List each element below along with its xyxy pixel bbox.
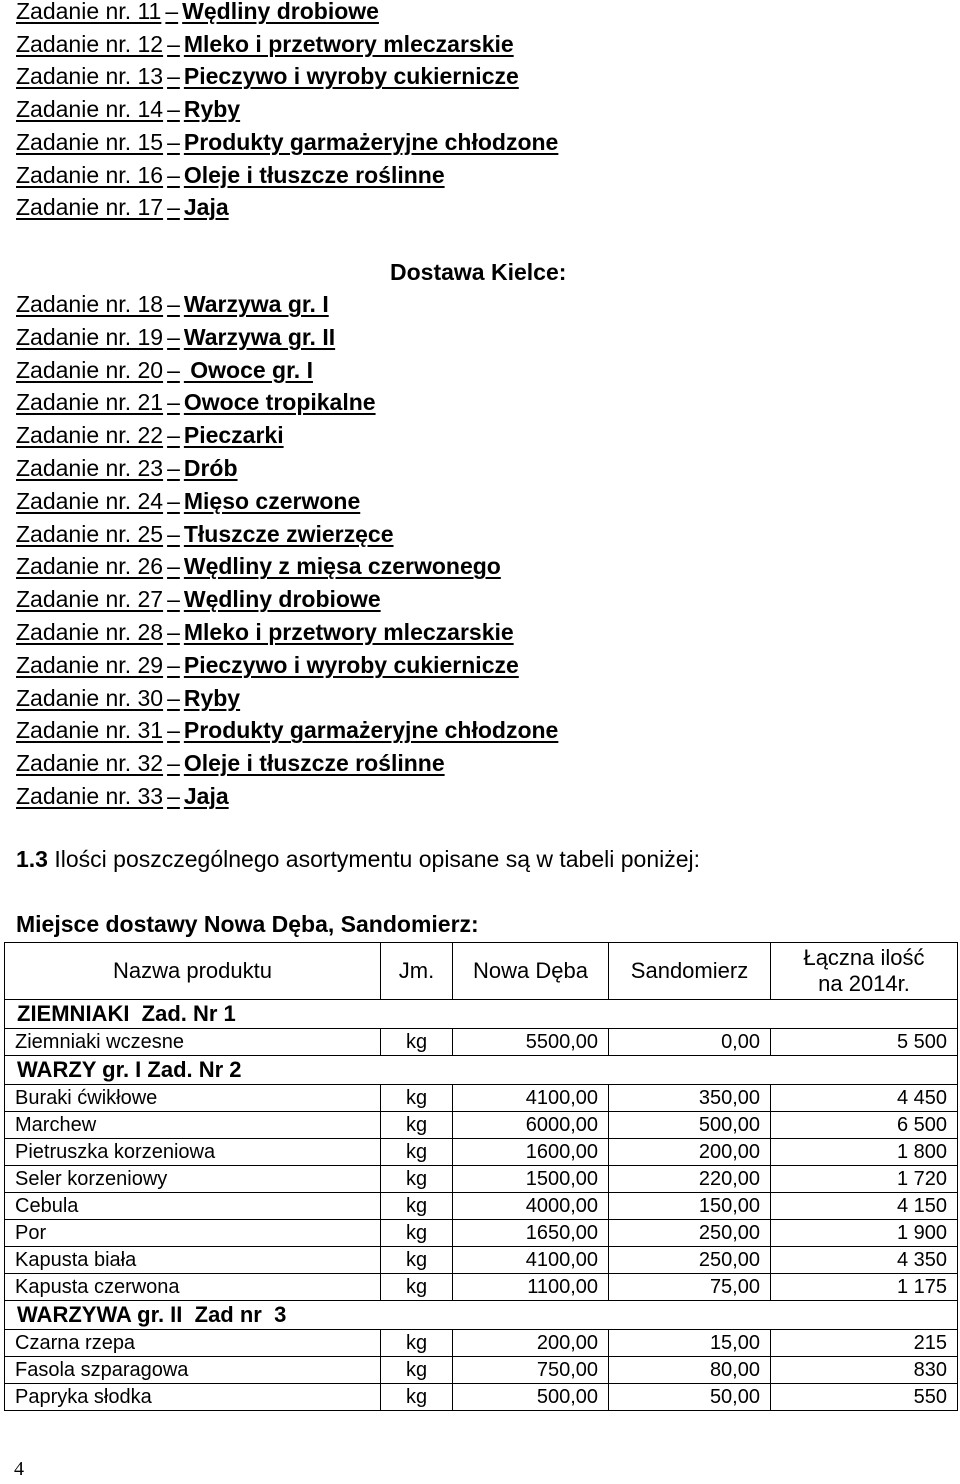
- task-dash: –: [167, 291, 180, 317]
- cell-total: 4 350: [771, 1247, 958, 1274]
- task-dash: –: [167, 553, 180, 580]
- task-category: Ryby: [183, 96, 241, 123]
- cell-unit: kg: [381, 1166, 453, 1193]
- task-number: Zadanie nr. 12: [16, 30, 164, 57]
- task-item: [16, 323, 335, 351]
- cell-nowa-deba: 1600,00: [453, 1139, 609, 1166]
- task-item: [16, 388, 376, 416]
- group-row: [5, 1000, 958, 1029]
- cell-product-name: Seler korzeniowy: [5, 1166, 381, 1193]
- task-number: Zadanie nr. 18: [16, 291, 164, 317]
- products-table: [4, 942, 958, 1411]
- page-number: 4: [14, 1458, 24, 1480]
- task-dash: –: [167, 520, 180, 547]
- header-total: [771, 943, 958, 1000]
- delivery-heading: Dostawa Kielce:: [390, 259, 567, 285]
- cell-sandomierz: 350,00: [609, 1085, 771, 1112]
- header-unit: Jm.: [381, 943, 453, 1000]
- cell-sandomierz: 80,00: [609, 1357, 771, 1384]
- section-number: 1.3: [16, 846, 48, 872]
- task-number: Zadanie nr. 23: [16, 455, 164, 481]
- cell-sandomierz: 250,00: [609, 1220, 771, 1247]
- task-number: Zadanie nr. 24: [16, 487, 164, 514]
- cell-total: 550: [771, 1384, 958, 1411]
- task-item: [16, 487, 360, 515]
- cell-sandomierz: 220,00: [609, 1166, 771, 1193]
- cell-total: 830: [771, 1357, 958, 1384]
- task-category: Pieczywo i wyroby cukiernicze: [183, 651, 519, 678]
- table-row: [5, 1220, 958, 1247]
- cell-nowa-deba: 4100,00: [453, 1247, 609, 1274]
- task-category: Pieczywo i wyroby cukiernicze: [183, 63, 519, 90]
- cell-nowa-deba: 500,00: [453, 1384, 609, 1411]
- table-row: [5, 1139, 958, 1166]
- task-number: Zadanie nr. 11: [16, 0, 162, 24]
- group-title: WARZYWA gr. II Zad nr 3: [5, 1301, 958, 1330]
- cell-sandomierz: 500,00: [609, 1112, 771, 1139]
- header-product: Nazwa produktu: [5, 943, 381, 1000]
- cell-sandomierz: 50,00: [609, 1384, 771, 1411]
- task-item: [16, 0, 379, 25]
- cell-total: 4 150: [771, 1193, 958, 1220]
- task-item: [16, 782, 229, 810]
- table-row: [5, 1085, 958, 1112]
- task-category: Ryby: [183, 684, 241, 711]
- table-header-row: [5, 943, 958, 1000]
- cell-nowa-deba: 4100,00: [453, 1085, 609, 1112]
- task-item: [16, 161, 445, 189]
- cell-sandomierz: 200,00: [609, 1139, 771, 1166]
- cell-total: 1 175: [771, 1274, 958, 1301]
- cell-total: 6 500: [771, 1112, 958, 1139]
- header-nowa-deba: Nowa Dęba: [453, 943, 609, 1000]
- cell-nowa-deba: 4000,00: [453, 1193, 609, 1220]
- cell-product-name: Kapusta biała: [5, 1247, 381, 1274]
- task-category: Jaja: [183, 783, 229, 809]
- task-category: Jaja: [183, 194, 229, 221]
- task-item: [16, 520, 394, 548]
- cell-sandomierz: 150,00: [609, 1193, 771, 1220]
- task-item: [16, 585, 381, 613]
- task-item: [16, 356, 313, 384]
- task-item: [16, 62, 519, 90]
- task-number: Zadanie nr. 31: [16, 717, 164, 744]
- cell-product-name: Pietruszka korzeniowa: [5, 1139, 381, 1166]
- section-text: Ilości poszczególnego asortymentu opisane są w tabeli poniżej:: [54, 846, 701, 872]
- cell-unit: kg: [381, 1384, 453, 1411]
- cell-product-name: Fasola szparagowa: [5, 1357, 381, 1384]
- task-number: Zadanie nr. 16: [16, 161, 164, 188]
- task-category: Owoce gr. I: [183, 356, 313, 383]
- table-row: [5, 1029, 958, 1056]
- task-category: Tłuszcze zwierzęce: [183, 520, 394, 547]
- task-item: [16, 716, 558, 744]
- cell-unit: kg: [381, 1274, 453, 1301]
- cell-nowa-deba: 1650,00: [453, 1220, 609, 1247]
- cell-unit: kg: [381, 1029, 453, 1056]
- cell-product-name: Marchew: [5, 1112, 381, 1139]
- task-number: Zadanie nr. 22: [16, 422, 164, 449]
- group-title: WARZY gr. I Zad. Nr 2: [5, 1056, 958, 1085]
- task-dash: –: [167, 455, 180, 481]
- task-category: Warzywa gr. II: [183, 323, 336, 350]
- task-number: Zadanie nr. 21: [16, 389, 164, 416]
- table-row: [5, 1166, 958, 1193]
- cell-total: 1 800: [771, 1139, 958, 1166]
- task-category: Wędliny drobiowe: [183, 586, 381, 613]
- task-category: Mięso czerwone: [183, 487, 361, 514]
- table-row: [5, 1247, 958, 1274]
- task-dash: –: [167, 783, 180, 809]
- place-heading: Miejsce dostawy Nowa Dęba, Sandomierz:: [16, 911, 479, 937]
- cell-total: 1 900: [771, 1220, 958, 1247]
- task-category: Wędliny z mięsa czerwonego: [183, 553, 501, 580]
- cell-nowa-deba: 6000,00: [453, 1112, 609, 1139]
- task-number: Zadanie nr. 20: [16, 356, 164, 383]
- task-dash: –: [167, 96, 180, 123]
- task-number: Zadanie nr. 30: [16, 684, 164, 711]
- task-dash: –: [167, 356, 180, 383]
- task-category: Warzywa gr. I: [183, 291, 329, 317]
- task-item: [16, 618, 514, 646]
- task-item: [16, 128, 558, 156]
- task-dash: –: [167, 586, 180, 613]
- cell-total: 5 500: [771, 1029, 958, 1056]
- cell-nowa-deba: 1500,00: [453, 1166, 609, 1193]
- task-dash: –: [167, 651, 180, 678]
- task-number: Zadanie nr. 33: [16, 783, 164, 809]
- task-number: Zadanie nr. 17: [16, 194, 164, 221]
- cell-unit: kg: [381, 1330, 453, 1357]
- cell-total: 4 450: [771, 1085, 958, 1112]
- header-total-line2: na 2014r.: [818, 971, 910, 996]
- task-item: [16, 684, 240, 712]
- task-dash: –: [167, 750, 180, 777]
- table-row: [5, 1330, 958, 1357]
- cell-sandomierz: 15,00: [609, 1330, 771, 1357]
- task-number: Zadanie nr. 32: [16, 750, 164, 777]
- task-number: Zadanie nr. 25: [16, 520, 164, 547]
- cell-total: 1 720: [771, 1166, 958, 1193]
- cell-unit: kg: [381, 1247, 453, 1274]
- task-number: Zadanie nr. 13: [16, 63, 164, 90]
- table-row: [5, 1193, 958, 1220]
- task-dash: –: [167, 422, 180, 449]
- task-item: [16, 30, 514, 58]
- task-category: Drób: [183, 455, 238, 481]
- task-dash: –: [167, 161, 180, 188]
- cell-unit: kg: [381, 1085, 453, 1112]
- group-row: [5, 1301, 958, 1330]
- cell-nowa-deba: 200,00: [453, 1330, 609, 1357]
- cell-product-name: Cebula: [5, 1193, 381, 1220]
- cell-unit: kg: [381, 1220, 453, 1247]
- task-item: [16, 95, 240, 123]
- task-item: [16, 290, 329, 318]
- cell-total: 215: [771, 1330, 958, 1357]
- task-category: Pieczarki: [183, 422, 284, 449]
- task-category: Oleje i tłuszcze roślinne: [183, 161, 445, 188]
- cell-sandomierz: 250,00: [609, 1247, 771, 1274]
- table-row: [5, 1357, 958, 1384]
- cell-unit: kg: [381, 1193, 453, 1220]
- task-category: Mleko i przetwory mleczarskie: [183, 30, 514, 57]
- cell-sandomierz: 0,00: [609, 1029, 771, 1056]
- task-number: Zadanie nr. 14: [16, 96, 164, 123]
- task-number: Zadanie nr. 15: [16, 128, 164, 155]
- task-dash: –: [167, 717, 180, 744]
- task-item: [16, 454, 238, 482]
- table-row: [5, 1274, 958, 1301]
- task-dash: –: [167, 684, 180, 711]
- cell-product-name: Papryka słodka: [5, 1384, 381, 1411]
- cell-unit: kg: [381, 1112, 453, 1139]
- cell-nowa-deba: 1100,00: [453, 1274, 609, 1301]
- cell-unit: kg: [381, 1357, 453, 1384]
- cell-sandomierz: 75,00: [609, 1274, 771, 1301]
- cell-unit: kg: [381, 1139, 453, 1166]
- cell-nowa-deba: 750,00: [453, 1357, 609, 1384]
- task-category: Produkty garmażeryjne chłodzone: [183, 717, 559, 744]
- cell-product-name: Ziemniaki wczesne: [5, 1029, 381, 1056]
- task-dash: –: [167, 487, 180, 514]
- task-category: Owoce tropikalne: [183, 389, 376, 416]
- task-dash: –: [167, 619, 180, 645]
- task-number: Zadanie nr. 27: [16, 586, 164, 613]
- task-dash: –: [167, 128, 180, 155]
- cell-product-name: Por: [5, 1220, 381, 1247]
- task-dash: –: [167, 63, 180, 90]
- cell-product-name: Czarna rzepa: [5, 1330, 381, 1357]
- task-item: [16, 421, 284, 449]
- task-dash: –: [167, 389, 180, 416]
- task-category: Oleje i tłuszcze roślinne: [183, 750, 445, 777]
- group-title: ZIEMNIAKI Zad. Nr 1: [5, 1000, 958, 1029]
- task-number: Zadanie nr. 29: [16, 651, 164, 678]
- task-dash: –: [165, 0, 179, 24]
- header-total-line1: Łączna ilość: [803, 945, 925, 970]
- task-number: Zadanie nr. 28: [16, 619, 164, 645]
- cell-nowa-deba: 5500,00: [453, 1029, 609, 1056]
- task-dash: –: [167, 323, 180, 350]
- group-row: [5, 1056, 958, 1085]
- task-number: Zadanie nr. 26: [16, 553, 164, 580]
- products-body: [5, 1000, 958, 1411]
- task-category: Mleko i przetwory mleczarskie: [183, 619, 514, 645]
- task-item: [16, 193, 229, 221]
- table-row: [5, 1384, 958, 1411]
- task-category: Produkty garmażeryjne chłodzone: [183, 128, 559, 155]
- header-sandomierz: Sandomierz: [609, 943, 771, 1000]
- task-dash: –: [167, 194, 180, 221]
- task-item: [16, 749, 445, 777]
- cell-product-name: Buraki ćwikłowe: [5, 1085, 381, 1112]
- task-number: Zadanie nr. 19: [16, 323, 164, 350]
- task-category: Wędliny drobiowe: [182, 0, 379, 24]
- cell-product-name: Kapusta czerwona: [5, 1274, 381, 1301]
- task-item: [16, 651, 519, 679]
- table-row: [5, 1112, 958, 1139]
- task-item: [16, 552, 501, 580]
- task-dash: –: [167, 30, 180, 57]
- section-intro: [16, 845, 700, 873]
